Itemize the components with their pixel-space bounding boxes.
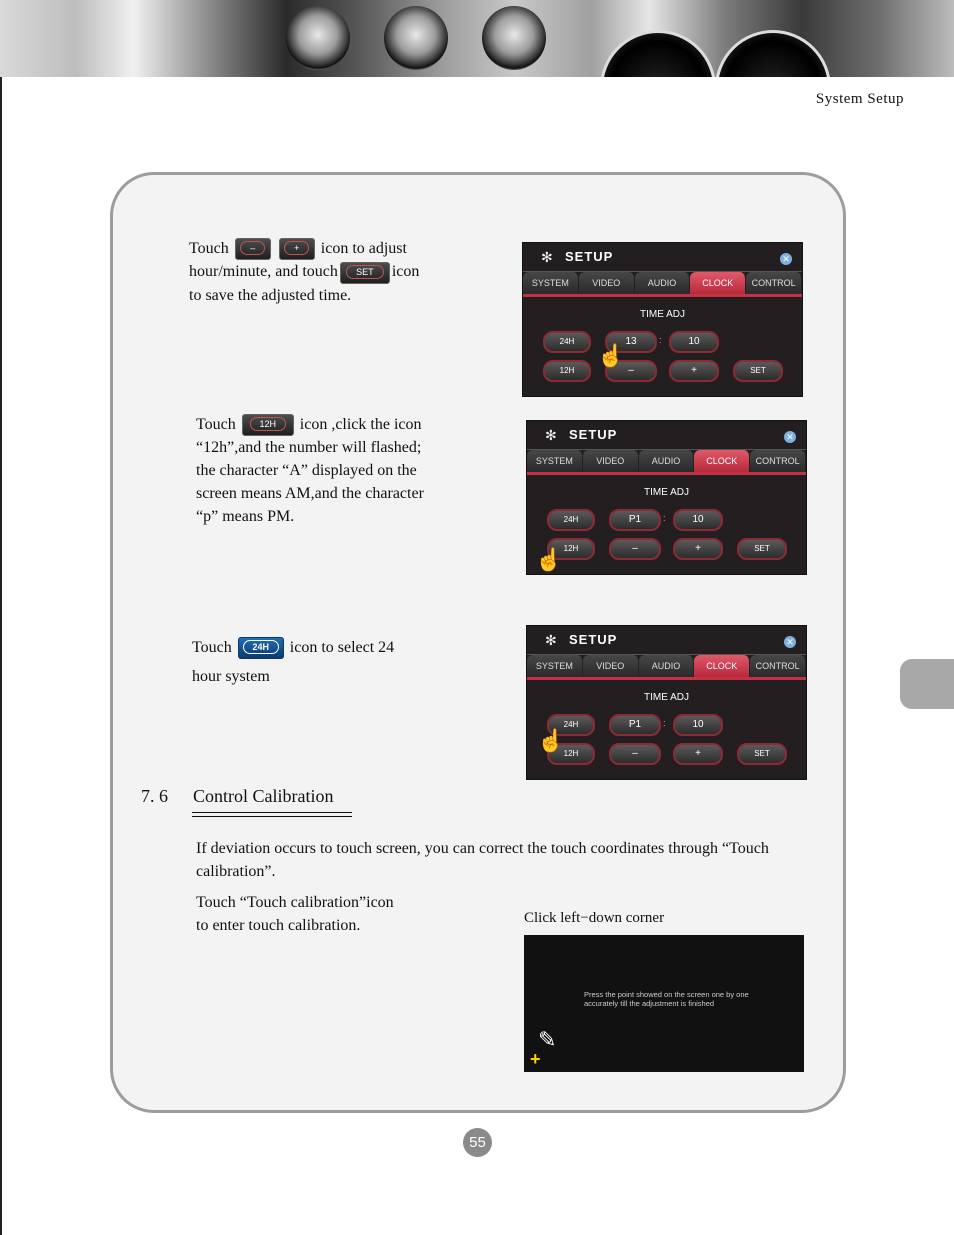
close-icon: ✕: [784, 431, 796, 443]
page-number: 55: [463, 1128, 492, 1157]
set-button-icon: SET: [340, 262, 390, 284]
tab-clock[interactable]: CLOCK: [694, 450, 750, 472]
minute-value[interactable]: 10: [673, 714, 723, 736]
crosshair-target-icon[interactable]: +: [530, 1049, 541, 1069]
calibration-intro: If deviation occurs to touch screen, you can correct the touch coordinates through “Touch calibration”.: [196, 840, 769, 880]
text: icon ,click the icon: [299, 416, 422, 433]
text: to enter touch calibration.: [196, 917, 361, 934]
stylus-icon: ✎: [538, 1027, 557, 1052]
calibration-screen: [524, 935, 804, 1072]
text: hour/minute, and touch: [189, 263, 338, 281]
dial-knob-icon: [482, 6, 546, 70]
minute-value[interactable]: 10: [669, 331, 719, 353]
side-chapter-tab: [900, 659, 954, 709]
minus-button[interactable]: –: [609, 743, 661, 765]
instruction-24h: [192, 633, 492, 691]
tab-control[interactable]: CONTROL: [746, 272, 802, 294]
plus-button[interactable]: +: [673, 538, 723, 560]
calibration-message: Press the point showed on the screen one by one accurately till the adjustment is finished: [584, 990, 749, 1008]
text: screen means AM,and the character: [196, 485, 424, 503]
section-heading: [141, 786, 333, 807]
text: “12h”,and the number will flashed;: [196, 439, 422, 457]
tab-audio[interactable]: AUDIO: [635, 272, 691, 294]
tab-audio[interactable]: AUDIO: [639, 655, 695, 677]
text: Touch: [192, 639, 232, 656]
text: the character “A” displayed on the: [196, 462, 417, 480]
tab-control[interactable]: CONTROL: [750, 655, 806, 677]
12h-button-icon: 12H: [242, 414, 294, 436]
setup-screen-3: [526, 625, 807, 780]
tab-video[interactable]: VIDEO: [579, 272, 635, 294]
12h-button[interactable]: 12H: [547, 743, 595, 765]
text: Touch “Touch calibration”icon: [196, 894, 394, 911]
section-underline: [192, 812, 352, 817]
tab-system[interactable]: SYSTEM: [527, 450, 583, 472]
hour-value[interactable]: 13: [605, 331, 657, 353]
screen-title: SETUP: [569, 632, 618, 647]
time-adj-label: TIME ADJ: [639, 309, 685, 320]
tab-system[interactable]: SYSTEM: [523, 272, 579, 294]
chapter-title: System Setup: [815, 91, 904, 107]
plus-button[interactable]: +: [669, 360, 719, 382]
tab-video[interactable]: VIDEO: [583, 655, 639, 677]
minus-button-icon: –: [235, 238, 271, 260]
pointing-hand-icon: ☝: [535, 547, 563, 572]
setup-screen-2: [526, 420, 807, 575]
pointing-hand-icon: ☝: [537, 728, 565, 753]
calibration-instruction: [196, 891, 496, 937]
set-button[interactable]: SET: [737, 538, 787, 560]
pointing-hand-icon: ☝: [597, 343, 625, 368]
plus-button[interactable]: +: [673, 743, 723, 765]
tab-system[interactable]: SYSTEM: [527, 655, 583, 677]
12h-button[interactable]: 12H: [543, 360, 591, 382]
tachometer-icon: [715, 30, 831, 77]
24h-button[interactable]: 24H: [547, 714, 595, 736]
close-icon: ✕: [780, 253, 792, 265]
instruction-adjust: [189, 237, 489, 307]
section-number: 7. 6: [141, 786, 168, 806]
text: Touch: [189, 240, 229, 257]
minute-value[interactable]: 10: [673, 509, 723, 531]
time-adj-label: TIME ADJ: [643, 692, 689, 703]
24h-button[interactable]: 24H: [547, 509, 595, 531]
close-icon: ✕: [784, 636, 796, 648]
dial-knob-icon: [384, 6, 448, 70]
colon: :: [663, 718, 666, 728]
colon: :: [659, 335, 662, 345]
24h-button-icon: 24H: [238, 637, 284, 659]
text: to save the adjusted time.: [189, 286, 352, 304]
colon: :: [663, 513, 666, 523]
set-button[interactable]: SET: [733, 360, 783, 382]
calibration-caption: Click left−down corner: [524, 910, 665, 926]
set-button[interactable]: SET: [737, 743, 787, 765]
text: icon to select 24: [289, 639, 395, 656]
page-margin-line: [0, 77, 2, 1235]
24h-button[interactable]: 24H: [543, 331, 591, 353]
screen-title: SETUP: [569, 427, 618, 442]
tab-audio[interactable]: AUDIO: [639, 450, 695, 472]
12h-button[interactable]: 12H: [547, 538, 595, 560]
text: Touch: [196, 416, 236, 433]
tab-clock[interactable]: CLOCK: [694, 655, 750, 677]
instruction-12h: [196, 413, 496, 528]
text: icon to adjust: [320, 240, 407, 257]
header-banner-image: [0, 0, 954, 77]
screen-title: SETUP: [565, 249, 614, 264]
speedometer-icon: [600, 30, 716, 77]
tab-clock[interactable]: CLOCK: [690, 272, 746, 294]
text: “p” means PM.: [196, 508, 295, 526]
plus-button-icon: +: [279, 238, 315, 260]
dial-knob-icon: [286, 6, 350, 70]
hour-value[interactable]: P1: [609, 509, 661, 531]
minus-button[interactable]: –: [609, 538, 661, 560]
hour-value[interactable]: P1: [609, 714, 661, 736]
section-title: Control Calibration: [193, 786, 334, 806]
setup-screen-1: [522, 242, 803, 397]
gear-icon: ✻: [545, 427, 557, 443]
text: hour system: [192, 668, 270, 685]
tab-control[interactable]: CONTROL: [750, 450, 806, 472]
tab-video[interactable]: VIDEO: [583, 450, 639, 472]
gear-icon: ✻: [541, 249, 553, 265]
text: icon: [391, 263, 420, 281]
minus-button[interactable]: –: [605, 360, 657, 382]
time-adj-label: TIME ADJ: [643, 487, 689, 498]
gear-icon: ✻: [545, 632, 557, 648]
